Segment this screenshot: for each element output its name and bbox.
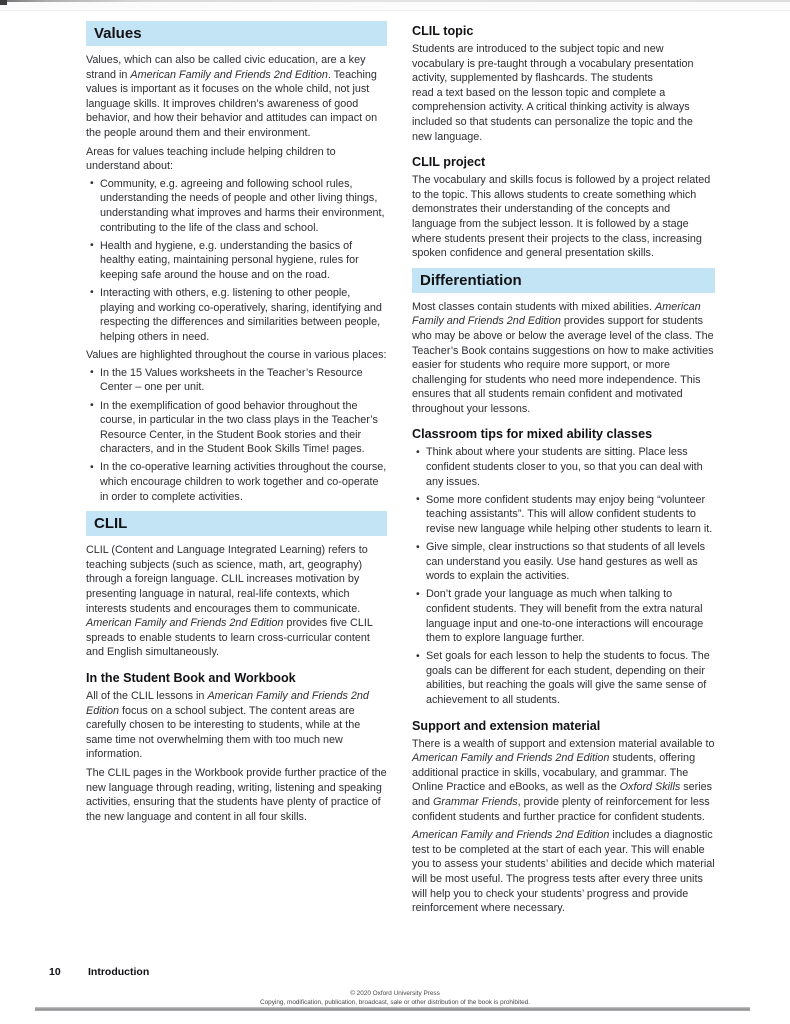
copyright-line: © 2020 Oxford University Press [350, 990, 440, 997]
classroom-tips-list [412, 445, 715, 707]
right-column [412, 24, 715, 920]
section-title-differentiation: Differentiation [412, 268, 715, 293]
differentiation-paragraph-1: Most classes contain students with mixed abilities. American Family and Friends 2nd Edition provides support for students who may be above or below the average level of the class. The Teacher’s Book contains suggestions on how to make activities easier for students who require more support, or more challenging for students who need more independence. This ensures that all students remain confident and motivated throughout your lessons. [412, 300, 714, 415]
page-bottom-rule [35, 1007, 750, 1011]
footer-page-info [49, 966, 149, 978]
footer-section-label: Introduction [88, 966, 150, 978]
bullet-item: • Interacting with others, e.g. listening to other people, playing and working co-operatively, sharing, identifying and respecting the differences and similarities between people, helping others in need. [100, 286, 387, 344]
subheading-support-extension: Support and extension material [412, 718, 601, 733]
bullet-item: • Give simple, clear instructions so that students of all levels can understand you easily. Use hand gestures as well as words to explain the activities. [426, 540, 715, 584]
scan-edge-artifact [0, 0, 790, 2]
bullet-item: • Health and hygiene, e.g. understanding the basics of healthy eating, maintaining personal hygiene, rules for keeping safe around the house and on the road. [100, 239, 387, 283]
subheading-classroom-tips: Classroom tips for mixed ability classes [412, 427, 653, 442]
bullet-item: • Think about where your students are sitting. Place less confident students closer to you, so that you can deal with any issues. [426, 445, 715, 489]
subheading-clil-topic: CLIL topic [412, 24, 474, 38]
clil-paragraph-2: All of the CLIL lessons in American Family and Friends 2nd Edition focus on a school subject. The content areas are carefully chosen to be interesting to students, while at the same time not overwhelming them with too much new information. [86, 689, 369, 761]
bullet-item: • In the exemplification of good behavior throughout the course, in particular in the two class plays in the Teacher’s Resource Center, in the Student Book stories and their characters, and in the Student Book Skills Time! pages. [100, 399, 387, 457]
bullet-item: • Don’t grade your language as much when talking to confident students. They will benefit from the extra natural language input and one-to-one interactions will encourage them to explore language further. [426, 587, 715, 645]
section-title-values: Values [86, 21, 387, 46]
scan-corner-artifact [0, 0, 7, 5]
bullet-item: • Some more confident students may enjoy being “volunteer teaching assistants”. This will allow confident students to revise new language while helping other students to learn it. [426, 493, 715, 537]
left-column [86, 21, 387, 828]
values-paragraph-1: Values, which can also be called civic education, are a key strand in American Family and Friends 2nd Edition. Teaching values is important as it focuses on the whole child, not just language skills. It improves children’s awareness of good behavior, and how their behavior and attitudes can impact on the people around them and their environment. [86, 54, 378, 139]
clil-paragraph-3: The CLIL pages in the Workbook provide further practice of the new language through reading, writing, listening and speaking activities, ensuring that the students have plenty of practice of the new language and content in all four skills. [86, 766, 387, 823]
bullet-item: • In the co-operative learning activities throughout the course, which encourage children to work together and co-operate in order to complete activities. [100, 460, 387, 504]
values-paragraph-3: Values are highlighted throughout the course in various places: [86, 349, 387, 362]
support-paragraph-1: There is a wealth of support and extension material available to American Family and Friends 2nd Edition students, offering additional practice in skills, vocabulary, and grammar. The Online Practice and eBooks, as well as the Oxford Skills series and Grammar Friends, provide plenty of reinforcement for less confident students and further practice for confident students. [412, 737, 715, 823]
clil-topic-paragraph: Students are introduced to the subject topic and new vocabulary is pre-taught through a vocabulary presentation activity, supplemented by flashcards. The students read a text based on the lesson topic and complete a comprehension activity. A critical thinking activity is always included so that students can personalize the topic and the new language. [412, 43, 694, 143]
values-areas-list [86, 177, 387, 345]
values-paragraph-2: Areas for values teaching include helping children to understand about: [86, 145, 336, 173]
copyright-line: Copying, modification, publication, broadcast, sale or other distribution of the book is prohibited. [260, 998, 530, 1006]
bullet-item: • Community, e.g. agreeing and following school rules, understanding the needs of people and other living things, understanding what improves and harms their environment, contributing to the life of the class and school. [100, 177, 387, 235]
bullet-item: • Set goals for each lesson to help the students to focus. The goals can be different for each student, depending on their abilities, but reaching the goals will give the same sense of achievement to all students. [426, 649, 715, 707]
support-paragraph-2: American Family and Friends 2nd Edition includes a diagnostic test to be completed at the start of each year. This will enable you to assess your students’ abilities and decide which material will be most useful. The progress tests after every three units will help you to check your students’ progress and provide reinforcement where necessary. [412, 829, 715, 915]
clil-project-paragraph: The vocabulary and skills focus is followed by a project related to the topic. This allows students to create something which demonstrates their understanding of the concepts and language from the subject lesson. It is followed by a stage where students present their projects to the class, increasing spoken confidence and general presentation skills. [412, 174, 711, 260]
subheading-student-book-workbook: In the Student Book and Workbook [86, 670, 296, 685]
bullet-item: • In the 15 Values worksheets in the Teacher’s Resource Center – one per unit. [100, 366, 387, 395]
subheading-clil-project: CLIL project [412, 155, 486, 170]
section-title-clil: CLIL [86, 511, 387, 536]
copyright-notice [0, 990, 790, 1007]
page-number: 10 [49, 966, 61, 978]
clil-paragraph-1: CLIL (Content and Language Integrated Learning) refers to teaching subjects (such as science, math, art, geography) through a foreign language. CLIL increases motivation by presenting language in natural, real-life contexts, which interests students and encourages them to communicate. American Family and Friends 2nd Edition provides five CLIL spreads to enable students to learn cross-curricular content and English simultaneously. [86, 544, 373, 659]
values-highlight-list [86, 366, 387, 504]
